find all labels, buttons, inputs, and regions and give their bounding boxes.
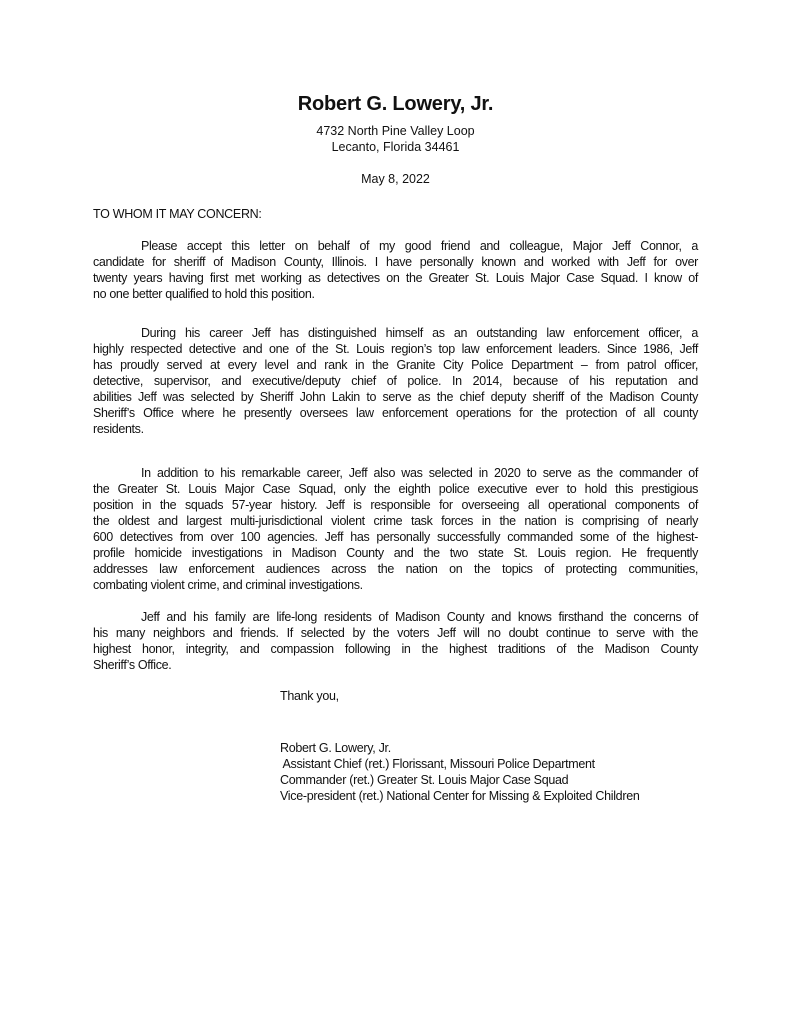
paragraph-line: Sheriff’s Office where he presently oversees law enforcement operations for the protection of all county (93, 406, 698, 420)
signature-title: Vice-president (ret.) National Center for Missing & Exploited Children (280, 789, 640, 803)
signature-name: Robert G. Lowery, Jr. (280, 741, 391, 755)
paragraph-line: candidate for sheriff of Madison County, Illinois. I have personally known and worked with Jeff for over (93, 255, 698, 269)
signature-title: Commander (ret.) Greater St. Louis Major Case Squad (280, 773, 569, 787)
paragraph-line: residents. (93, 422, 144, 436)
paragraph-line: highly respected detective and one of the St. Louis region’s top law enforcement leaders. Since 1986, Jeff (93, 342, 698, 356)
paragraph-line: Please accept this letter on behalf of my good friend and colleague, Major Jeff Connor, a (141, 239, 698, 253)
paragraph-4 (93, 609, 698, 673)
paragraph-line: Jeff and his family are life-long residents of Madison County and knows firsthand the concerns of (141, 610, 698, 624)
paragraph-line: addresses law enforcement audiences across the nation on the topics of protecting communities, (93, 562, 698, 576)
paragraph-line: profile homicide investigations in Madison County and the two state St. Louis region. He frequently (93, 546, 698, 560)
signature-block (280, 740, 640, 804)
paragraph-line: the Greater St. Louis Major Case Squad, only the eighth police executive ever to hold this prestigious (93, 482, 698, 496)
paragraph-line: has proudly served at every level and rank in the Granite City Police Department – from patrol officer, (93, 358, 698, 372)
paragraph-line: no one better qualified to hold this position. (93, 287, 315, 301)
paragraph-line: combating violent crime, and criminal investigations. (93, 578, 363, 592)
letter-date: May 8, 2022 (361, 172, 430, 186)
closing-text: Thank you, (280, 689, 339, 703)
paragraph-line: In addition to his remarkable career, Jeff also was selected in 2020 to serve as the commander of (141, 466, 698, 480)
paragraph-2 (93, 325, 698, 437)
salutation: TO WHOM IT MAY CONCERN: (93, 207, 262, 221)
paragraph-line: Sheriff’s Office. (93, 658, 172, 672)
paragraph-3 (93, 465, 698, 593)
signature-title: Assistant Chief (ret.) Florissant, Missouri Police Department (280, 757, 595, 771)
paragraph-line: his many neighbors and friends. If selected by the voters Jeff will no doubt continue to serve with the (93, 626, 698, 640)
paragraph-line: highest honor, integrity, and compassion following in the highest traditions of the Madison County (93, 642, 698, 656)
paragraph-line: twenty years having first met working as detectives on the Greater St. Louis Major Case Squad. I know of (93, 271, 698, 285)
closing (280, 688, 339, 704)
paragraph-line: 600 detectives from over 100 agencies. Jeff has personally successfully commanded some of the highest- (93, 530, 698, 544)
paragraph-line: position in the squads 57-year history. Jeff is responsible for overseeing all operational components of (93, 498, 698, 512)
paragraph-line: the oldest and largest multi-jurisdictional violent crime task forces in the nation is comprising of nearly (93, 514, 698, 528)
paragraph-1 (93, 238, 698, 302)
letterhead-address-line1: 4732 North Pine Valley Loop (316, 124, 475, 138)
letterhead-address-line2: Lecanto, Florida 34461 (331, 140, 460, 154)
paragraph-line: detective, supervisor, and executive/deputy chief of police. In 2014, because of his reputation and (93, 374, 698, 388)
letterhead-name: Robert G. Lowery, Jr. (297, 93, 494, 115)
paragraph-line: abilities Jeff was selected by Sheriff John Lakin to serve as the chief deputy sheriff of the Madison County (93, 390, 698, 404)
paragraph-line: During his career Jeff has distinguished himself as an outstanding law enforcement officer, a (141, 326, 698, 340)
